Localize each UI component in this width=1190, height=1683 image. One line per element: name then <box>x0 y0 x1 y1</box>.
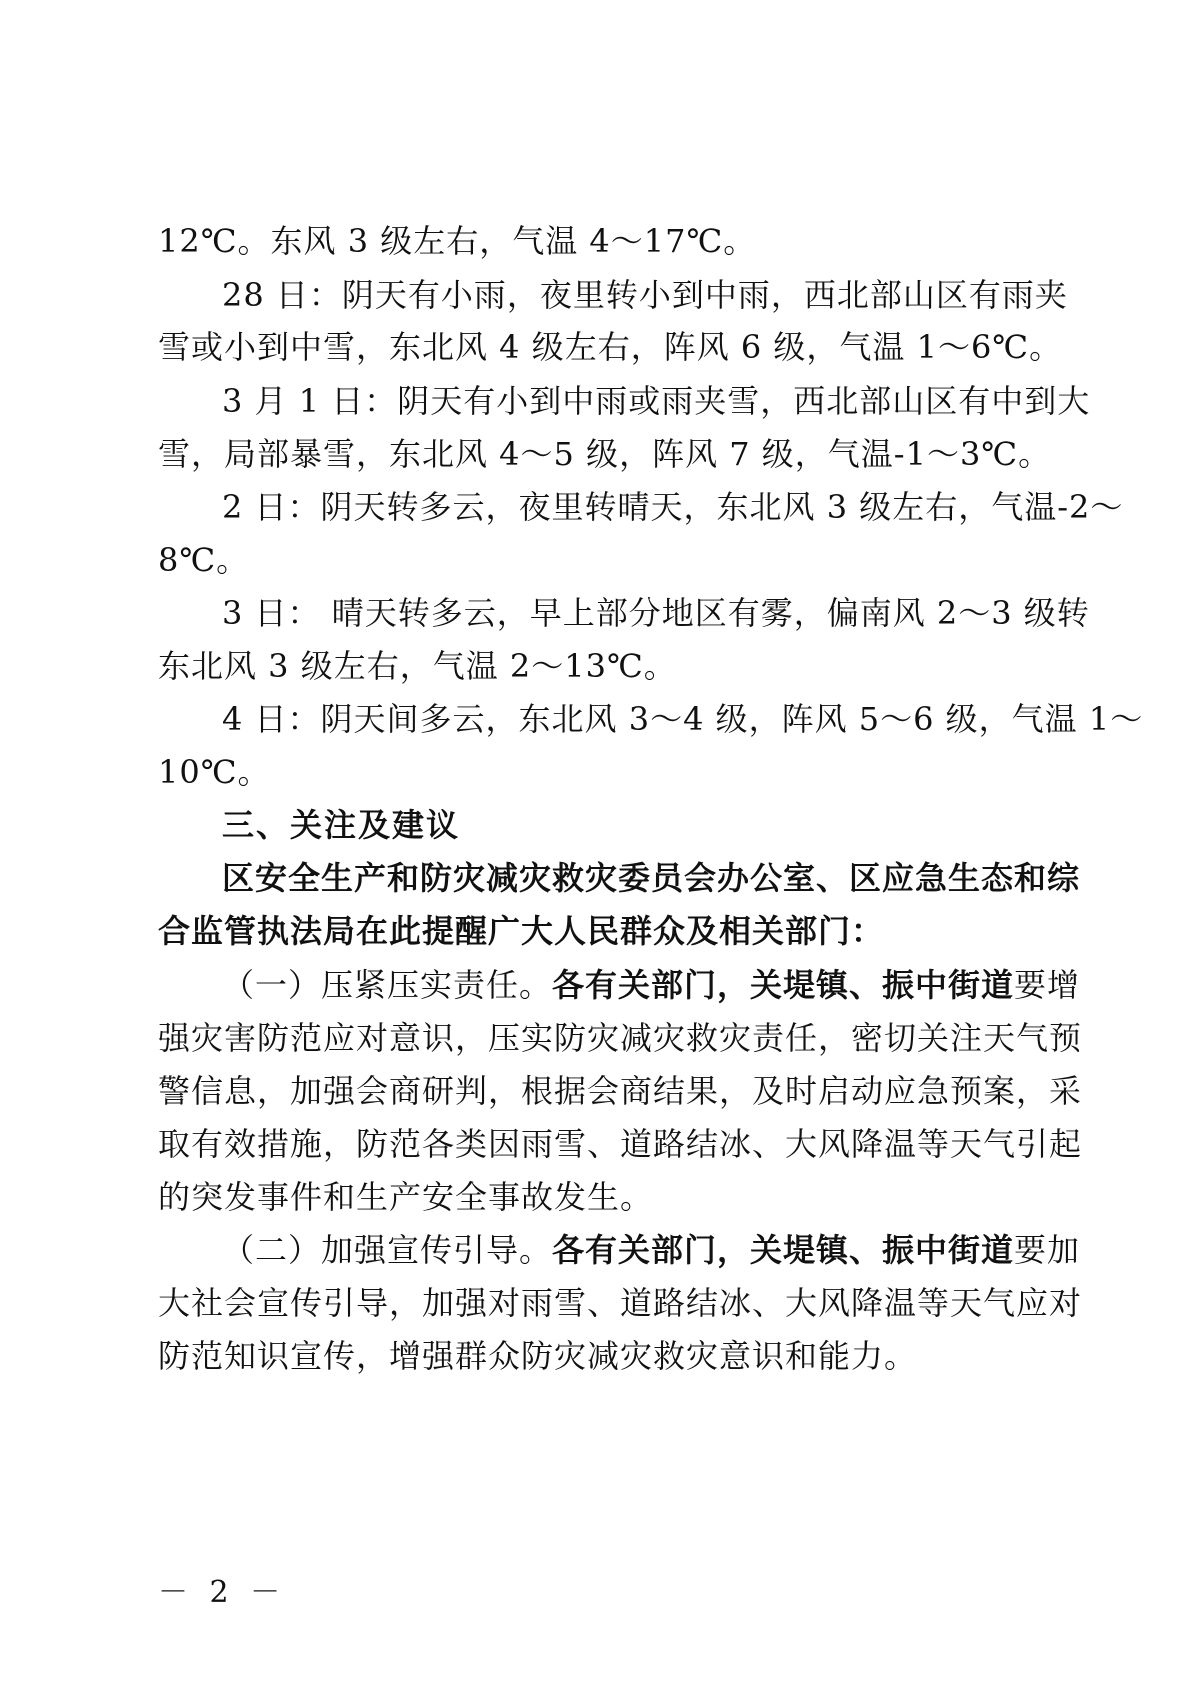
item1-bold-text: 各有关部门，关堤镇、振中街道 <box>552 966 1015 1004</box>
weather-line: 10℃。 <box>158 753 271 791</box>
weather-line: 雪或小到中雪，东北风 4 级左右，阵风 6 级，气温 1～6℃。 <box>158 328 1063 366</box>
weather-line: 雪，局部暴雪，东北风 4～5 级，阵风 7 级，气温-1～3℃。 <box>158 435 1052 473</box>
item2-first-line <box>222 1230 1080 1270</box>
item2-line: 防范知识宣传，增强群众防灾减灾救灾意识和能力。 <box>158 1337 918 1375</box>
item1-line: 的突发事件和生产安全事故发生。 <box>158 1178 654 1216</box>
weather-line: 3 日： 晴天转多云，早上部分地区有雾，偏南风 2～3 级转 <box>222 594 1090 632</box>
item1-line: 强灾害防范应对意识，压实防灾减灾救灾责任，密切关注天气预 <box>158 1019 1083 1057</box>
weather-line: 2 日：阴天转多云，夜里转晴天，东北风 3 级左右，气温-2～ <box>222 488 1124 526</box>
item2-bold-text: 各有关部门，关堤镇、振中街道 <box>552 1231 1015 1269</box>
weather-line: 8℃。 <box>158 541 250 579</box>
weather-line: 东北风 3 级左右，气温 2～13℃。 <box>158 647 677 685</box>
item1-line: 警信息，加强会商研判，根据会商结果，及时启动应急预案，采 <box>158 1072 1083 1110</box>
weather-line: 28 日：阴天有小雨，夜里转小到中雨，西北部山区有雨夹 <box>222 276 1068 314</box>
item1-title: （一）压紧压实责任。 <box>222 966 553 1004</box>
weather-line: 12℃。东风 3 级左右，气温 4～17℃。 <box>158 222 757 260</box>
section-heading: 三、关注及建议 <box>222 806 461 844</box>
item2-title: （二）加强宣传引导。 <box>222 1231 553 1269</box>
weather-line: 3 月 1 日：阴天有小到中雨或雨夹雪，西北部山区有中到大 <box>222 382 1091 420</box>
intro-line: 区安全生产和防灾减灾救灾委员会办公室、区应急生态和综 <box>222 859 1081 897</box>
item1-tail: 要增 <box>1014 966 1081 1004</box>
item2-line: 大社会宣传引导，加强对雨雪、道路结冰、大风降温等天气应对 <box>158 1284 1083 1322</box>
item2-tail: 要加 <box>1014 1231 1081 1269</box>
item1-first-line <box>222 965 1080 1005</box>
page-number: － 2 － <box>158 1575 287 1610</box>
intro-line: 合监管执法局在此提醒广大人民群众及相关部门： <box>158 912 885 950</box>
weather-line: 4 日：阴天间多云，东北风 3～4 级，阵风 5～6 级，气温 1～ <box>222 700 1144 738</box>
item1-line: 取有效措施，防范各类因雨雪、道路结冰、大风降温等天气引起 <box>158 1125 1083 1163</box>
